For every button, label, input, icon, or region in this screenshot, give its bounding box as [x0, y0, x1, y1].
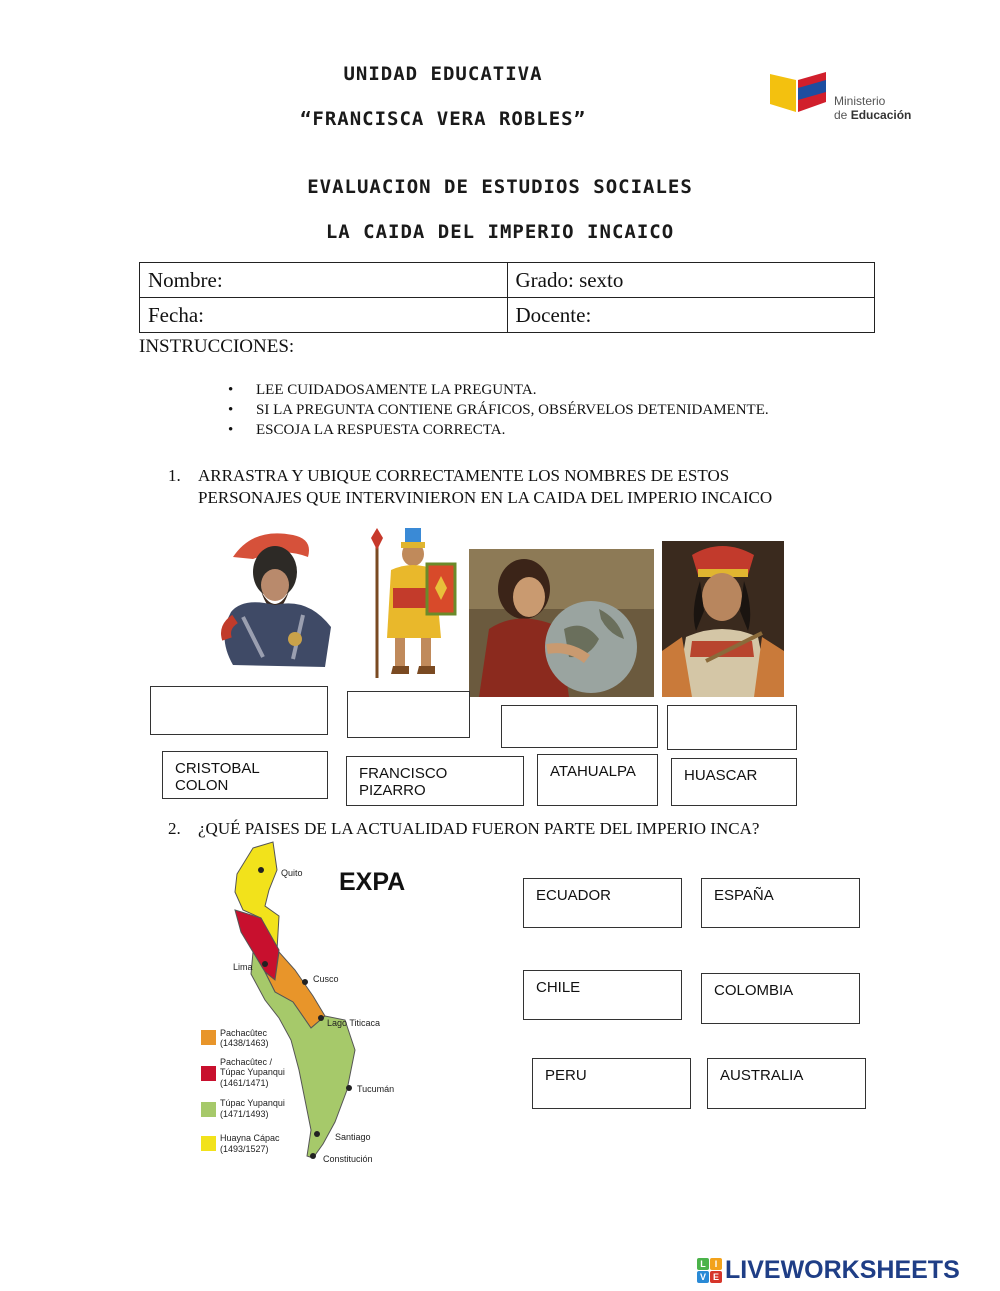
legend-swatch: [201, 1066, 216, 1081]
book-icon: [768, 68, 830, 118]
inca-warrior-illustration: [365, 528, 465, 680]
drop-box-1[interactable]: [150, 686, 328, 735]
option-ecuador[interactable]: ECUADOR: [523, 878, 682, 928]
liveworksheets-brand: LIVEWORKSHEETS: [725, 1256, 960, 1284]
docente-cell[interactable]: Docente:: [507, 298, 875, 333]
question-2-text: ¿QUÉ PAISES DE LA ACTUALIDAD FUERON PARTE DEL IMPERIO INCA?: [198, 819, 760, 838]
city-lima: Lima: [233, 962, 253, 972]
logo-line-1: Ministerio: [834, 94, 886, 108]
huascar-portrait: [662, 541, 784, 697]
ministerio-logo: [768, 68, 918, 120]
map-title-fragment: EXPA: [339, 868, 406, 896]
liveworksheets-logo: [697, 1256, 997, 1286]
school-name-2: “FRANCISCA VERA ROBLES”: [299, 108, 587, 130]
logo-line-2-bold: Educación: [850, 108, 912, 122]
question-1-number: 1.: [168, 466, 181, 485]
legend-label: Pachacûtec /: [220, 1057, 273, 1067]
svg-text:V: V: [699, 1272, 707, 1282]
legend-label: Huayna Cápac: [220, 1133, 280, 1143]
instruction-item: • LEE CUIDADOSAMENTE LA PREGUNTA.: [228, 380, 769, 400]
legend-swatch: [201, 1102, 216, 1117]
option-huascar[interactable]: HUASCAR: [671, 758, 797, 806]
option-espana[interactable]: ESPAÑA: [701, 878, 860, 928]
fecha-cell[interactable]: Fecha:: [140, 298, 508, 333]
city-quito: Quito: [281, 868, 303, 878]
exam-title: EVALUACION DE ESTUDIOS SOCIALES: [307, 176, 693, 198]
option-australia[interactable]: AUSTRALIA: [707, 1058, 866, 1109]
grado-cell: Grado: sexto: [507, 263, 875, 298]
legend-label-2: Túpac Yupanqui: [220, 1067, 285, 1077]
drop-box-4[interactable]: [667, 705, 797, 750]
instructions-list: [228, 380, 769, 440]
city-titicaca: Lago Titicaca: [327, 1018, 381, 1028]
legend-years: (1461/1471): [220, 1078, 269, 1088]
svg-text:E: E: [712, 1272, 720, 1282]
svg-text:I: I: [714, 1259, 718, 1269]
liveworksheets-badge-icon: [697, 1258, 723, 1284]
question-1-line-1: ARRASTRA Y UBIQUE CORRECTAMENTE LOS NOMBRES DE ESTOS: [198, 466, 730, 485]
option-peru[interactable]: PERU: [532, 1058, 691, 1109]
exam-subtitle: LA CAIDA DEL IMPERIO INCAICO: [325, 221, 675, 243]
legend-label: Túpac Yupanqui: [220, 1098, 285, 1108]
student-info-table: [139, 262, 875, 333]
nombre-cell[interactable]: Nombre:: [140, 263, 508, 298]
legend-swatch: [201, 1030, 216, 1045]
city-cusco: Cusco: [313, 974, 339, 984]
logo-line-2-prefix: de: [834, 108, 848, 122]
pizarro-portrait: [213, 527, 338, 677]
legend-years: (1493/1527): [220, 1144, 269, 1154]
option-chile[interactable]: CHILE: [523, 970, 682, 1020]
option-cristobal-colon[interactable]: CRISTOBAL COLON: [162, 751, 328, 799]
city-tucuman: Tucumán: [357, 1084, 395, 1094]
question-2-number: 2.: [168, 819, 181, 838]
drop-box-2[interactable]: [347, 691, 470, 738]
svg-text:L: L: [700, 1259, 706, 1269]
instructions-heading: INSTRUCCIONES:: [139, 336, 295, 357]
instruction-item: • SI LA PREGUNTA CONTIENE GRÁFICOS, OBSÉRVELOS DETENIDAMENTE.: [228, 400, 769, 420]
legend-label: Pachacûtec: [220, 1028, 268, 1038]
legend-years: (1438/1463): [220, 1038, 269, 1048]
city-constitucion: Constitución: [323, 1154, 373, 1164]
legend-swatch: [201, 1136, 216, 1151]
colon-portrait: [469, 549, 654, 697]
option-francisco-pizarro[interactable]: FRANCISCO PIZARRO: [346, 756, 524, 806]
legend-years: (1471/1493): [220, 1109, 269, 1119]
instruction-item: • ESCOJA LA RESPUESTA CORRECTA.: [228, 420, 769, 440]
question-1-line-2: PERSONAJES QUE INTERVINIERON EN LA CAIDA DEL IMPERIO INCAICO: [198, 488, 773, 507]
option-atahualpa[interactable]: ATAHUALPA: [537, 754, 658, 806]
inca-empire-map: [195, 840, 420, 1170]
city-santiago: Santiago: [335, 1132, 371, 1142]
school-name: UNIDAD EDUCATIVA: [343, 63, 543, 85]
option-colombia[interactable]: COLOMBIA: [701, 973, 860, 1024]
drop-box-3[interactable]: [501, 705, 658, 748]
